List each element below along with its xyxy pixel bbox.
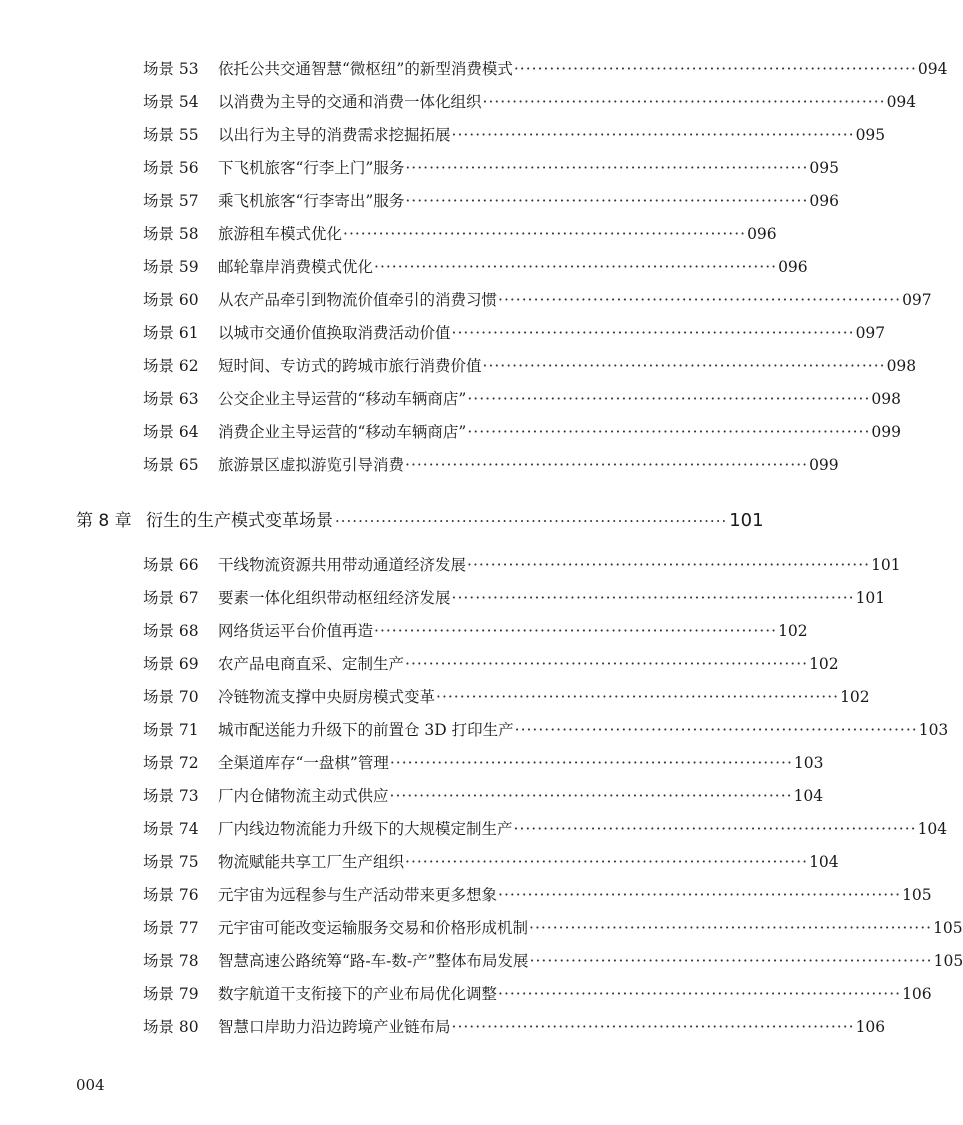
toc-entry bbox=[143, 88, 917, 116]
entry-page: 103 bbox=[793, 754, 824, 772]
leader-dots: ···································································· bbox=[405, 853, 809, 871]
entry-page: 103 bbox=[918, 721, 949, 739]
chapter-title: 衍生的生产模式变革场景 bbox=[146, 511, 333, 531]
entry-page: 104 bbox=[793, 787, 824, 805]
leader-dots: ···································································· bbox=[405, 159, 809, 177]
toc-entry bbox=[143, 220, 777, 248]
entry-number: 场景 66 bbox=[143, 556, 199, 574]
entry-page: 096 bbox=[809, 192, 839, 210]
entry-number: 场景 53 bbox=[143, 60, 199, 78]
entry-page: 105 bbox=[933, 919, 963, 937]
leader-dots: ···································································· bbox=[513, 820, 917, 838]
entry-page: 096 bbox=[778, 258, 808, 276]
leader-dots: ···································································· bbox=[405, 655, 809, 673]
entry-title: 数字航道干支衔接下的产业布局优化调整 bbox=[218, 985, 498, 1003]
entry-title: 以出行为主导的消费需求挖掘拓展 bbox=[218, 126, 451, 144]
entry-title: 以消费为主导的交通和消费一体化组织 bbox=[218, 93, 482, 111]
entry-number: 场景 64 bbox=[143, 423, 199, 441]
entry-page: 105 bbox=[933, 952, 963, 970]
entry-title: 短时间、专访式的跨城市旅行消费价值 bbox=[218, 357, 482, 375]
toc-entry bbox=[143, 154, 839, 182]
entry-page: 106 bbox=[902, 985, 932, 1003]
toc-entry bbox=[143, 683, 870, 711]
leader-dots: ···································································· bbox=[498, 985, 902, 1003]
entry-title: 以城市交通价值换取消费活动价值 bbox=[218, 324, 451, 342]
entry-page: 102 bbox=[840, 688, 870, 706]
leader-dots: ···································································· bbox=[451, 324, 855, 342]
entry-title: 要素一体化组织带动枢纽经济发展 bbox=[218, 589, 451, 607]
entry-title: 消费企业主导运营的“移动车辆商店” bbox=[218, 423, 467, 441]
entry-number: 场景 56 bbox=[143, 159, 199, 177]
toc-entry bbox=[143, 451, 839, 479]
entry-number: 场景 74 bbox=[143, 820, 199, 838]
entry-page: 098 bbox=[871, 390, 901, 408]
entry-number: 场景 63 bbox=[143, 390, 199, 408]
toc-entry bbox=[143, 1013, 886, 1041]
entry-page: 096 bbox=[747, 225, 777, 243]
toc-entry bbox=[143, 55, 948, 83]
leader-dots: ···································································· bbox=[451, 589, 855, 607]
entry-number: 场景 62 bbox=[143, 357, 199, 375]
entry-page: 099 bbox=[809, 456, 839, 474]
leader-dots: ···································································· bbox=[467, 556, 871, 574]
entry-title: 厂内线边物流能力升级下的大规模定制生产 bbox=[218, 820, 513, 838]
entry-page: 095 bbox=[809, 159, 839, 177]
entry-number: 场景 79 bbox=[143, 985, 199, 1003]
leader-dots: ···································································· bbox=[514, 721, 918, 739]
entry-page: 101 bbox=[855, 589, 886, 607]
entry-page: 098 bbox=[886, 357, 917, 375]
entry-number: 场景 55 bbox=[143, 126, 199, 144]
entry-title: 元宇宙可能改变运输服务交易和价格形成机制 bbox=[218, 919, 529, 937]
entry-number: 场景 78 bbox=[143, 952, 199, 970]
leader-dots: ···································································· bbox=[405, 192, 809, 210]
leader-dots: ···································································· bbox=[389, 754, 793, 772]
entry-title: 城市配送能力升级下的前置仓 3D 打印生产 bbox=[218, 721, 514, 739]
toc-entry bbox=[143, 584, 886, 612]
leader-dots: ···································································· bbox=[467, 423, 871, 441]
entry-title: 冷链物流支撑中央厨房模式变革 bbox=[218, 688, 436, 706]
entry-title: 全渠道库存“一盘棋”管理 bbox=[218, 754, 389, 772]
entry-number: 场景 67 bbox=[143, 589, 199, 607]
entry-page: 106 bbox=[855, 1018, 886, 1036]
chapter-page: 101 bbox=[729, 510, 764, 531]
toc-entry bbox=[143, 782, 824, 810]
entry-page: 102 bbox=[778, 622, 808, 640]
chapter-heading bbox=[76, 506, 764, 536]
entry-number: 场景 77 bbox=[143, 919, 199, 937]
leader-dots: ···································································· bbox=[335, 512, 728, 530]
entry-title: 元宇宙为远程参与生产活动带来更多想象 bbox=[218, 886, 498, 904]
toc-entry bbox=[143, 352, 917, 380]
entry-page: 099 bbox=[871, 423, 901, 441]
entry-page: 102 bbox=[809, 655, 839, 673]
entry-title: 旅游景区虚拟游览引导消费 bbox=[218, 456, 405, 474]
leader-dots: ···································································· bbox=[451, 1018, 855, 1036]
toc-entry bbox=[143, 848, 839, 876]
toc-entry bbox=[143, 914, 963, 942]
toc-entry bbox=[143, 551, 901, 579]
entry-page: 094 bbox=[886, 93, 917, 111]
leader-dots: ···································································· bbox=[513, 60, 917, 78]
leader-dots: ···································································· bbox=[498, 886, 902, 904]
entry-title: 依托公共交通智慧“微枢纽”的新型消费模式 bbox=[218, 60, 513, 78]
leader-dots: ···································································· bbox=[374, 622, 778, 640]
entry-title: 农产品电商直采、定制生产 bbox=[218, 655, 405, 673]
entry-number: 场景 54 bbox=[143, 93, 199, 111]
leader-dots: ···································································· bbox=[405, 456, 809, 474]
entry-title: 旅游租车模式优化 bbox=[218, 225, 343, 243]
entry-number: 场景 75 bbox=[143, 853, 199, 871]
toc-entry bbox=[143, 617, 808, 645]
entry-page: 097 bbox=[855, 324, 886, 342]
leader-dots: ···································································· bbox=[529, 919, 933, 937]
entry-number: 场景 69 bbox=[143, 655, 199, 673]
toc-entry bbox=[143, 650, 839, 678]
page-number: 004 bbox=[76, 1076, 105, 1094]
entry-title: 乘飞机旅客“行李寄出”服务 bbox=[218, 192, 405, 210]
toc-entry bbox=[143, 749, 824, 777]
leader-dots: ···································································· bbox=[529, 952, 933, 970]
entry-title: 下飞机旅客“行李上门”服务 bbox=[218, 159, 405, 177]
toc-entry bbox=[143, 881, 932, 909]
toc-entry bbox=[143, 385, 901, 413]
entry-number: 场景 70 bbox=[143, 688, 199, 706]
entry-title: 物流赋能共享工厂生产组织 bbox=[218, 853, 405, 871]
toc-entry bbox=[143, 980, 932, 1008]
entry-title: 网络货运平台价值再造 bbox=[218, 622, 374, 640]
entry-title: 邮轮靠岸消费模式优化 bbox=[218, 258, 374, 276]
toc-entry bbox=[143, 716, 949, 744]
chapter-number: 第 8 章 bbox=[76, 511, 132, 531]
toc-entry bbox=[143, 253, 808, 281]
leader-dots: ···································································· bbox=[498, 291, 902, 309]
entry-number: 场景 80 bbox=[143, 1018, 199, 1036]
entry-title: 从农产品牵引到物流价值牵引的消费习惯 bbox=[218, 291, 498, 309]
toc-entry bbox=[143, 418, 901, 446]
entry-title: 公交企业主导运营的“移动车辆商店” bbox=[218, 390, 467, 408]
leader-dots: ···································································· bbox=[482, 357, 886, 375]
toc-entry bbox=[143, 121, 886, 149]
entry-number: 场景 65 bbox=[143, 456, 199, 474]
entry-number: 场景 60 bbox=[143, 291, 199, 309]
entry-page: 101 bbox=[871, 556, 901, 574]
leader-dots: ···································································· bbox=[467, 390, 871, 408]
toc-entry bbox=[143, 319, 886, 347]
entry-page: 095 bbox=[855, 126, 886, 144]
leader-dots: ···································································· bbox=[451, 126, 855, 144]
leader-dots: ···································································· bbox=[343, 225, 747, 243]
entry-page: 094 bbox=[917, 60, 948, 78]
entry-page: 104 bbox=[917, 820, 948, 838]
toc-entry bbox=[143, 286, 932, 314]
entry-number: 场景 59 bbox=[143, 258, 199, 276]
entry-title: 智慧口岸助力沿边跨境产业链布局 bbox=[218, 1018, 451, 1036]
entry-page: 104 bbox=[809, 853, 839, 871]
entry-number: 场景 73 bbox=[143, 787, 199, 805]
toc-entry bbox=[143, 947, 963, 975]
entry-number: 场景 58 bbox=[143, 225, 199, 243]
entry-page: 105 bbox=[902, 886, 932, 904]
leader-dots: ···································································· bbox=[436, 688, 840, 706]
entry-title: 智慧高速公路统筹“路-车-数-产”整体布局发展 bbox=[218, 952, 529, 970]
entry-number: 场景 76 bbox=[143, 886, 199, 904]
entry-title: 干线物流资源共用带动通道经济发展 bbox=[218, 556, 467, 574]
entry-number: 场景 68 bbox=[143, 622, 199, 640]
entry-number: 场景 57 bbox=[143, 192, 199, 210]
toc-entry bbox=[143, 815, 948, 843]
leader-dots: ···································································· bbox=[389, 787, 793, 805]
leader-dots: ···································································· bbox=[482, 93, 886, 111]
entry-page: 097 bbox=[902, 291, 932, 309]
entry-number: 场景 71 bbox=[143, 721, 199, 739]
toc-entry bbox=[143, 187, 839, 215]
entry-title: 厂内仓储物流主动式供应 bbox=[218, 787, 389, 805]
entry-number: 场景 61 bbox=[143, 324, 199, 342]
leader-dots: ···································································· bbox=[374, 258, 778, 276]
entry-number: 场景 72 bbox=[143, 754, 199, 772]
